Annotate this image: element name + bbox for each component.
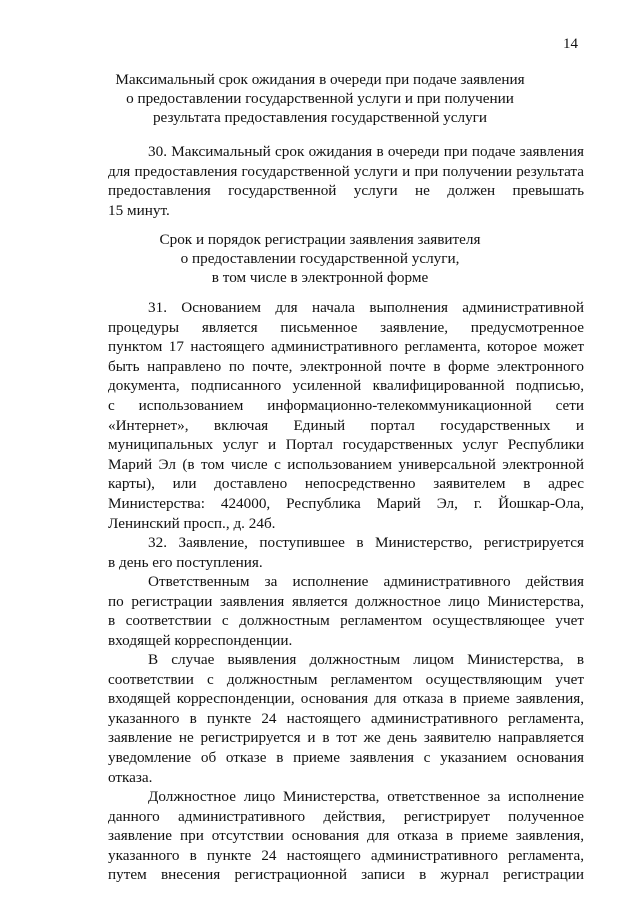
paragraph-responsible <box>108 572 584 650</box>
text-line: отказа. <box>108 768 153 786</box>
text-line: в день его поступления. <box>108 553 263 571</box>
text-line: быть направлено по почте, электронной почте в форме электронного <box>108 357 584 375</box>
text-line: заявление при отсутствии основания для отказа в приеме заявления, <box>108 827 584 845</box>
text-line: в соответствии с должностным регламентом осуществляющее учет <box>108 612 584 630</box>
paragraph-32 <box>108 533 584 572</box>
heading-line: в том числе в электронной форме <box>211 269 429 286</box>
text-line: указанного в пункте 24 настоящего административного регламента, <box>108 709 584 727</box>
text-line: Должностное лицо Министерства, ответственное за исполнение <box>148 788 584 805</box>
section-heading-registration <box>0 230 640 287</box>
heading-line: о предоставлении государственной услуги, <box>180 250 460 267</box>
text-line: Ответственным за исполнение административного действия <box>148 573 584 590</box>
heading-line: результата предоставления государственной услуги <box>152 109 488 126</box>
text-line: с использованием информационно-телекоммуникационной сети <box>108 396 584 414</box>
text-line: документа, подписанного усиленной квалифицированной подписью, <box>108 377 584 395</box>
text-line: карты), или доставлено непосредственно заявителем в адрес <box>108 475 584 493</box>
heading-line: Срок и порядок регистрации заявления заявителя <box>159 231 481 248</box>
text-line: предоставления государственной услуги не должен превышать <box>108 182 584 200</box>
text-line: данного административного действия, регистрирует полученное <box>108 807 584 825</box>
text-line: соответствии с должностным регламентом осуществляющим учет <box>108 670 584 688</box>
heading-line: Максимальный срок ожидания в очереди при подаче заявления <box>115 71 525 88</box>
paragraph-official <box>108 787 584 885</box>
text-line: 32. Заявление, поступившее в Министерство, регистрируется <box>148 534 584 551</box>
heading-line: о предоставлении государственной услуги и при получении <box>126 90 514 107</box>
text-line: входящей корреспонденции, основания для отказа в приеме заявления, <box>108 690 584 708</box>
text-line: пунктом 17 настоящего административного регламента, которое может <box>108 338 584 356</box>
text-line: Ленинский просп., д. 24б. <box>108 514 276 532</box>
text-line: уведомление об отказе в приеме заявления с указанием основания <box>108 748 584 766</box>
text-line: 30. Максимальный срок ожидания в очереди при подаче заявления <box>148 143 584 160</box>
paragraph-31 <box>108 298 584 533</box>
text-line: «Интернет», включая Единый портал государственных и <box>108 416 584 434</box>
text-line: заявление не регистрируется и в тот же день заявителю направляется <box>108 729 584 747</box>
text-line: 15 минут. <box>108 201 170 219</box>
text-line: для предоставления государственной услуги и при получении результата <box>108 162 584 180</box>
text-line: Марий Эл (в том числе с использованием универсальной электронной <box>108 455 584 473</box>
paragraph-30 <box>108 142 584 220</box>
text-line: Министерства: 424000, Республика Марий Эл, г. Йошкар-Ола, <box>108 494 584 512</box>
section-heading-queue-time <box>0 70 640 127</box>
text-line: процедуры является письменное заявление, предусмотренное <box>108 318 584 336</box>
page-number: 14 <box>563 36 578 52</box>
text-line: входящей корреспонденции. <box>108 631 293 649</box>
text-line: по регистрации заявления является должностное лицо Министерства, <box>108 592 584 610</box>
text-line: указанного в пункте 24 настоящего административного регламента, <box>108 846 584 864</box>
text-line: муниципальных услуг и Портал государственных услуг Республики <box>108 436 584 454</box>
paragraph-refusal <box>108 650 584 787</box>
text-line: 31. Основанием для начала выполнения административной <box>148 299 584 316</box>
text-line: путем внесения регистрационной записи в журнал регистрации <box>108 866 584 884</box>
text-line: В случае выявления должностным лицом Министерства, в <box>148 651 584 668</box>
